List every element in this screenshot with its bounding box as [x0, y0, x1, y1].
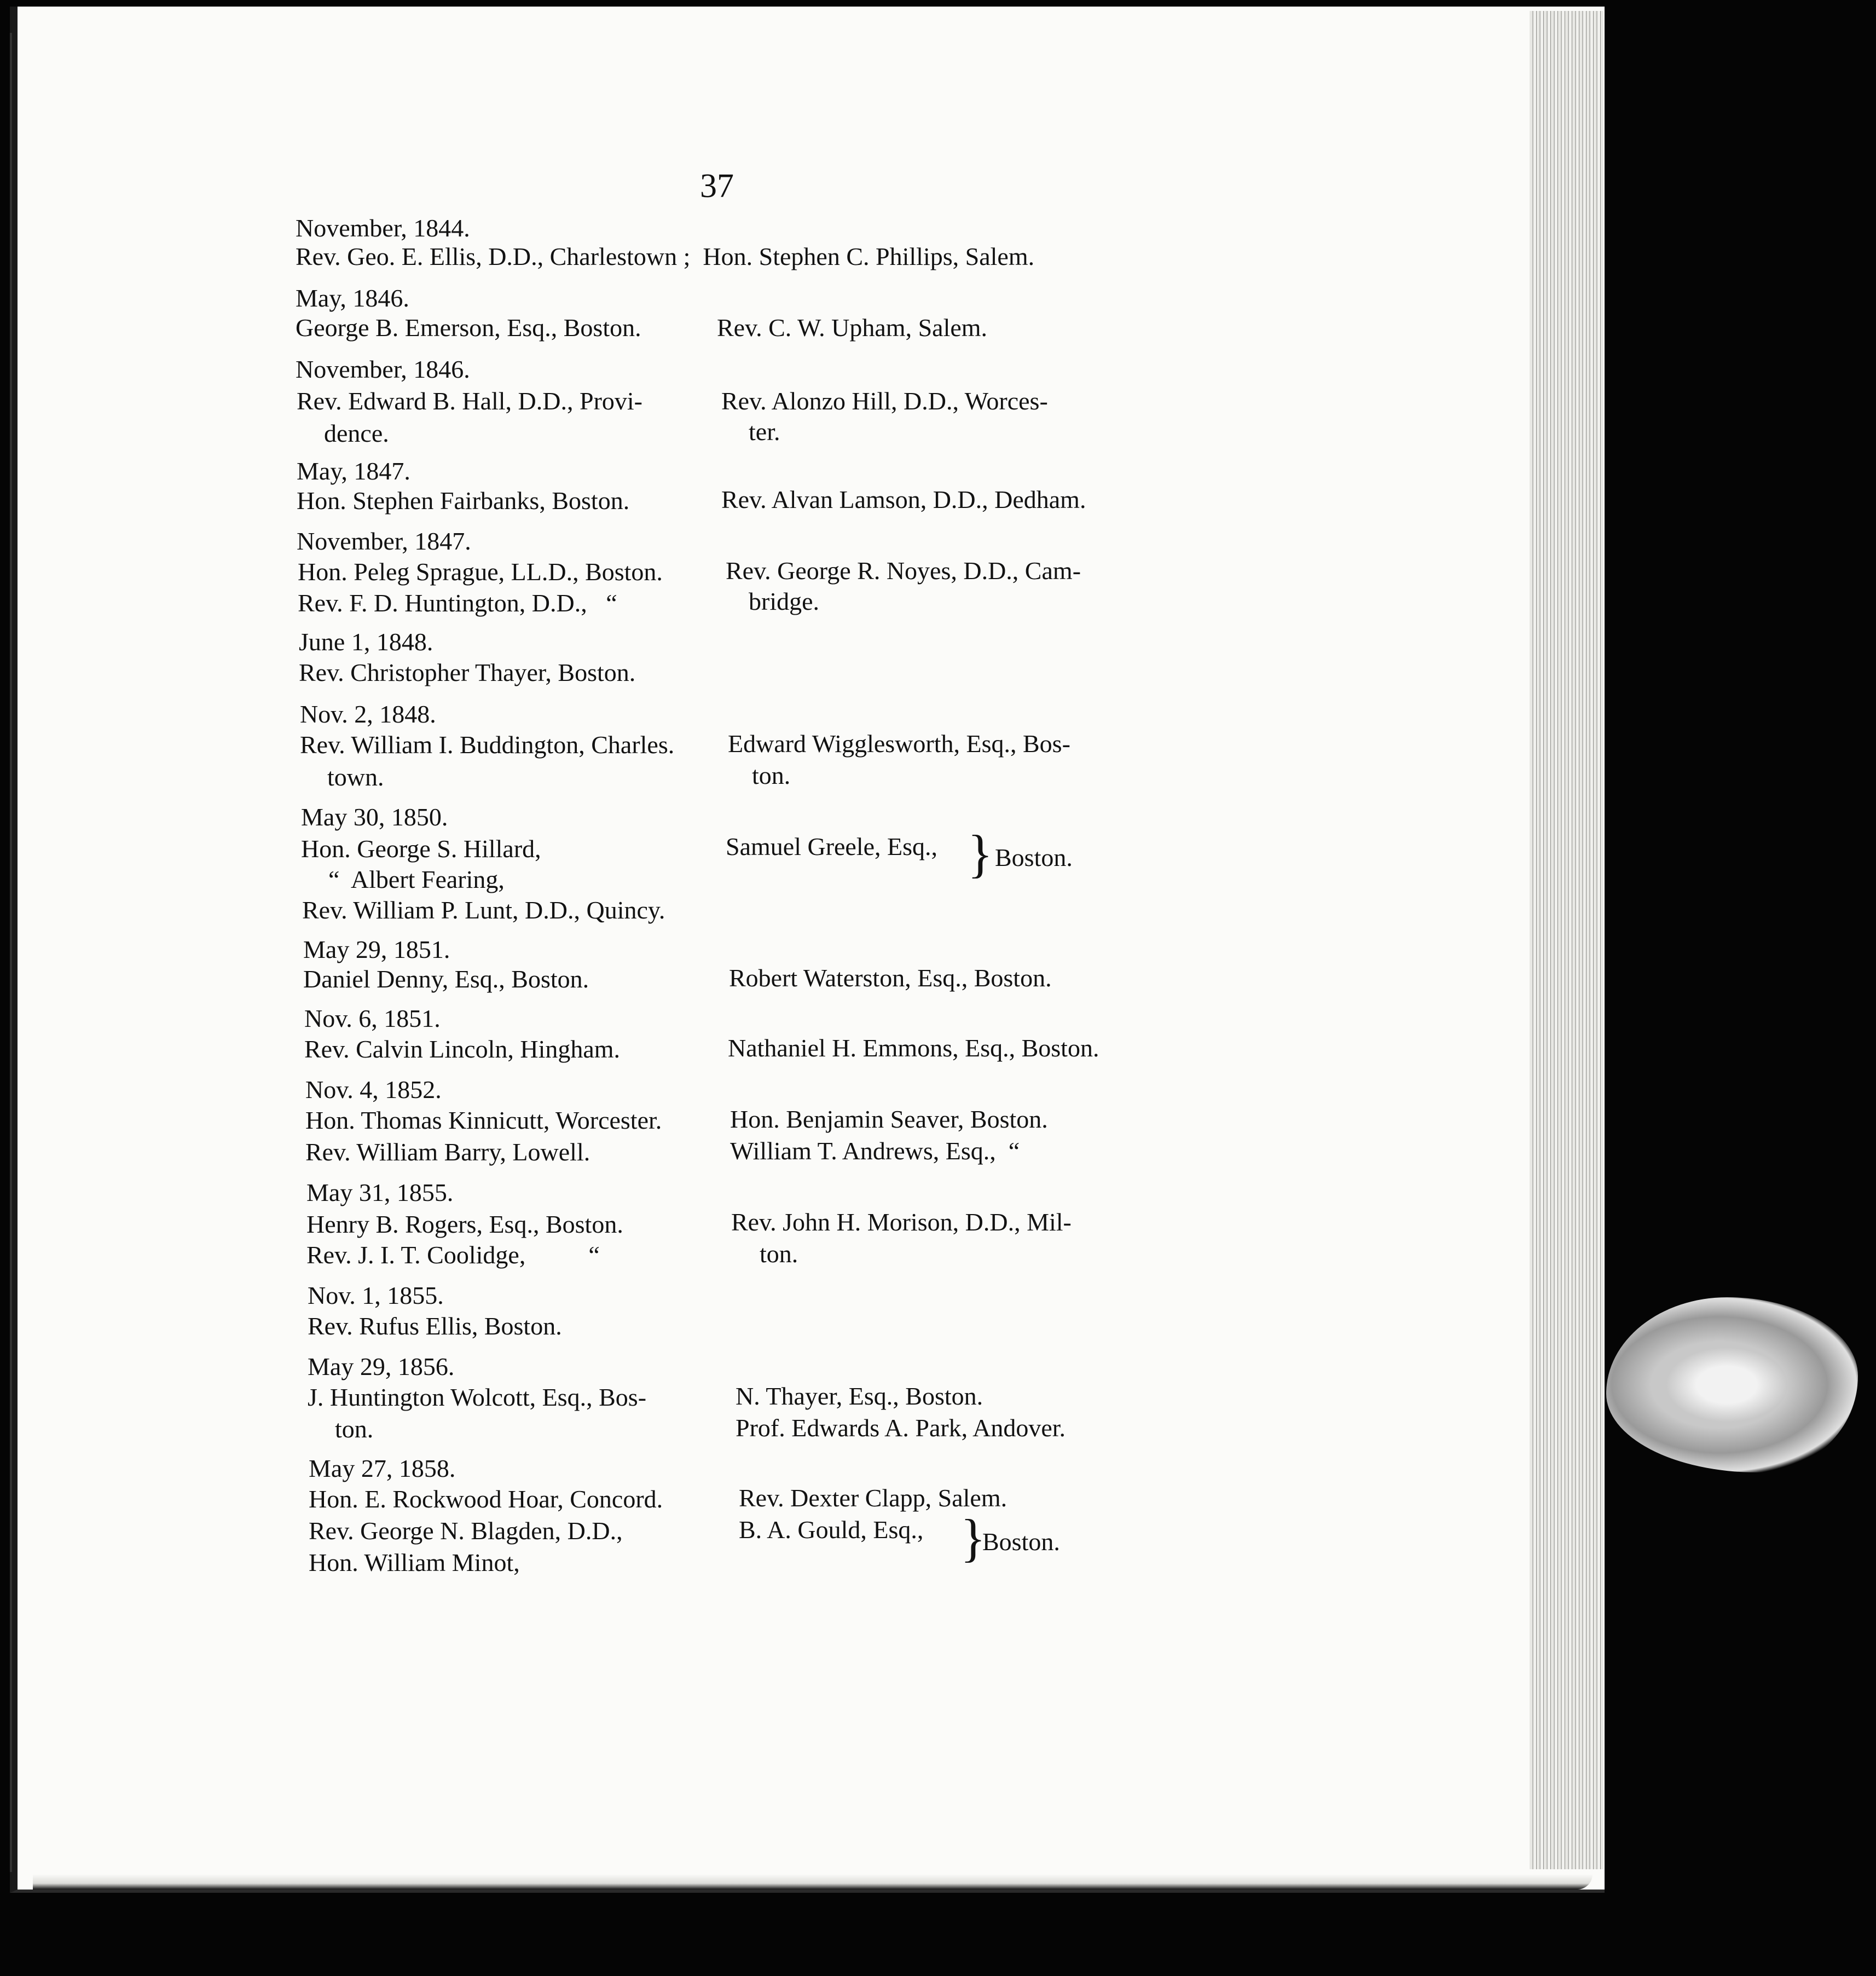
date-heading: Nov. 6, 1851.	[304, 1004, 441, 1032]
member-entry: Rev. Alonzo Hill, D.D., Worces-	[721, 387, 1048, 415]
member-entry: Hon. George S. Hillard,	[301, 835, 541, 863]
date-heading: May 30, 1850.	[301, 803, 448, 831]
date-heading: May 27, 1858.	[309, 1454, 456, 1482]
member-entry: George B. Emerson, Esq., Boston.	[296, 314, 641, 342]
member-entry: Rev. William I. Buddington, Charles.	[300, 731, 675, 759]
member-entry: Edward Wigglesworth, Esq., Bos-	[728, 730, 1070, 758]
date-heading: Nov. 4, 1852.	[305, 1076, 442, 1103]
date-heading: November, 1844.	[296, 214, 470, 242]
member-entry: Rev. John H. Morison, D.D., Mil-	[731, 1208, 1072, 1236]
member-entry: Hon. Stephen Fairbanks, Boston.	[297, 487, 630, 515]
member-entry-continuation: town.	[327, 763, 384, 791]
member-entry: Rev. George R. Noyes, D.D., Cam-	[726, 557, 1081, 585]
paper-stain	[1606, 1297, 1858, 1472]
member-entry: B. A. Gould, Esq.,	[739, 1516, 924, 1544]
page-bottom-curl	[33, 1874, 1593, 1890]
member-entry-continuation: ter.	[749, 418, 780, 446]
member-entry: William T. Andrews, Esq., “	[730, 1137, 1020, 1165]
member-entry: Daniel Denny, Esq., Boston.	[303, 965, 589, 993]
member-entry: J. Huntington Wolcott, Esq., Bos-	[308, 1383, 647, 1411]
member-entry: Rev. F. D. Huntington, D.D., “	[298, 589, 617, 617]
member-entry: Nathaniel H. Emmons, Esq., Boston.	[728, 1034, 1099, 1062]
date-heading: May, 1846.	[296, 284, 409, 312]
member-entry: Rev. Alvan Lamson, D.D., Dedham.	[721, 486, 1086, 513]
member-entry-continuation: dence.	[324, 419, 389, 447]
member-entry: Boston.	[982, 1528, 1060, 1556]
member-entry: Rev. William Barry, Lowell.	[305, 1138, 590, 1166]
brace: }	[960, 1509, 986, 1567]
member-entry-continuation: bridge.	[749, 587, 820, 615]
date-heading: Nov. 2, 1848.	[300, 700, 436, 728]
page-spine-edge	[10, 33, 12, 1872]
date-heading: Nov. 1, 1855.	[308, 1281, 444, 1309]
date-heading: May 31, 1855.	[306, 1178, 454, 1206]
member-entry: Rev. Rufus Ellis, Boston.	[308, 1312, 562, 1340]
brace: }	[968, 824, 993, 883]
member-entry: Prof. Edwards A. Park, Andover.	[736, 1414, 1066, 1442]
member-entry-continuation: ton.	[752, 761, 791, 789]
page-stack-edge	[1530, 11, 1603, 1869]
date-heading: May 29, 1856.	[308, 1353, 455, 1380]
member-entry: “ Albert Fearing,	[328, 865, 505, 893]
date-heading: November, 1846.	[296, 355, 470, 383]
member-entry: Boston.	[995, 843, 1073, 871]
member-entry: Hon. E. Rockwood Hoar, Concord.	[309, 1485, 663, 1513]
member-entry: Rev. Christopher Thayer, Boston.	[299, 658, 636, 686]
member-entry: Rev. Dexter Clapp, Salem.	[739, 1484, 1008, 1512]
member-entry: Hon. Thomas Kinnicutt, Worcester.	[305, 1106, 662, 1134]
member-entry: Rev. Geo. E. Ellis, D.D., Charlestown ; Hon. Stephen C. Phillips, Salem.	[296, 242, 1035, 270]
member-entry-continuation: ton.	[335, 1415, 374, 1443]
date-heading: May, 1847.	[297, 457, 410, 485]
member-entry: N. Thayer, Esq., Boston.	[736, 1382, 983, 1410]
member-entry: Rev. George N. Blagden, D.D.,	[309, 1517, 623, 1545]
member-entry: Rev. Calvin Lincoln, Hingham.	[304, 1035, 621, 1063]
book-page	[10, 7, 1605, 1893]
member-entry: Rev. C. W. Upham, Salem.	[717, 314, 988, 342]
member-entry: Rev. J. I. T. Coolidge, “	[306, 1241, 600, 1269]
member-entry: Rev. Edward B. Hall, D.D., Provi-	[297, 387, 642, 415]
date-heading: June 1, 1848.	[299, 628, 433, 656]
member-entry: Henry B. Rogers, Esq., Boston.	[306, 1210, 623, 1238]
date-heading: May 29, 1851.	[303, 935, 450, 963]
member-entry-continuation: ton.	[760, 1240, 798, 1268]
page-number: 37	[700, 167, 734, 205]
member-entry: Rev. William P. Lunt, D.D., Quincy.	[302, 896, 665, 924]
member-entry: Robert Waterston, Esq., Boston.	[729, 964, 1052, 992]
member-entry: Hon. William Minot,	[309, 1549, 520, 1576]
date-heading: November, 1847.	[297, 527, 471, 555]
member-entry: Hon. Peleg Sprague, LL.D., Boston.	[298, 558, 663, 586]
member-entry: Samuel Greele, Esq.,	[726, 833, 938, 860]
member-entry: Hon. Benjamin Seaver, Boston.	[730, 1105, 1048, 1133]
